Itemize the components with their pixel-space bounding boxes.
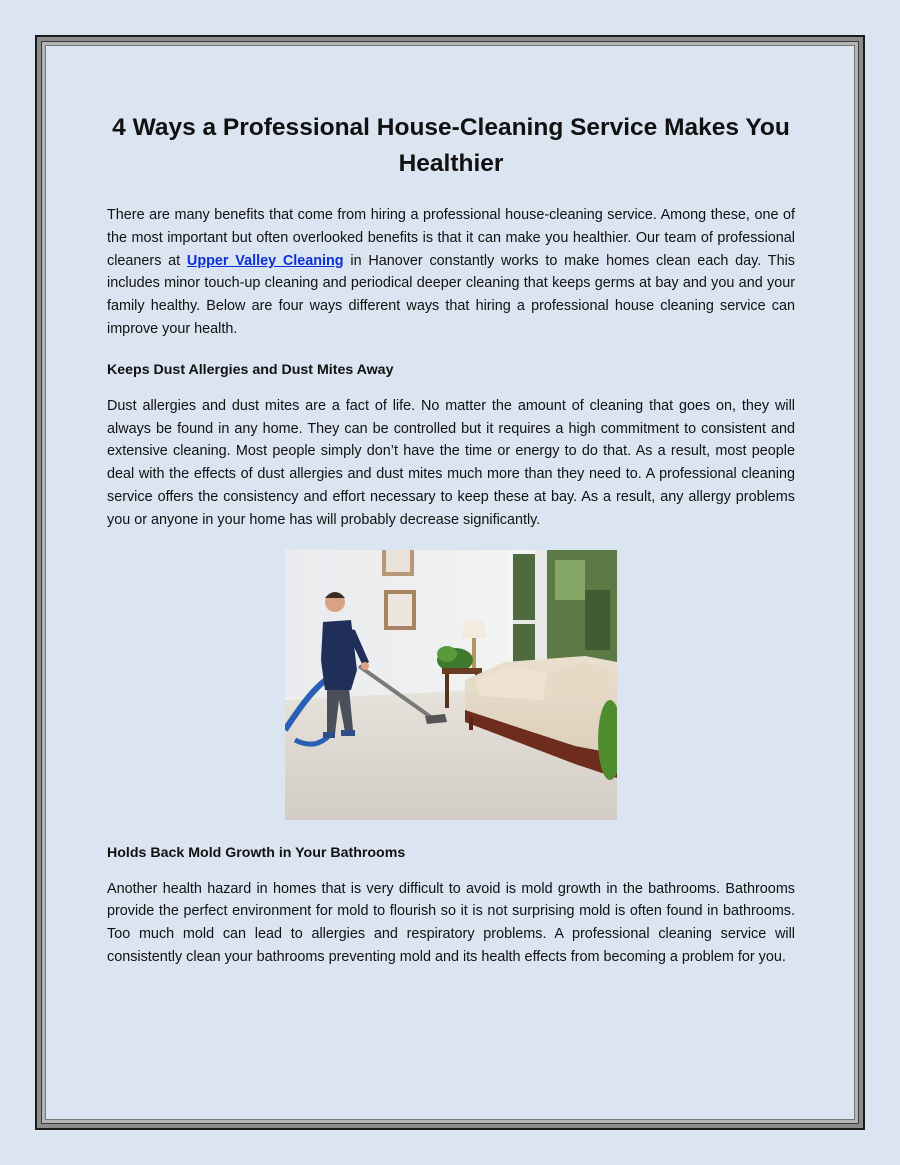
page-inner-border	[41, 41, 859, 1124]
intro-paragraph	[107, 204, 795, 341]
page	[45, 45, 855, 1120]
section-heading-mold: Holds Back Mold Growth in Your Bathrooms	[107, 844, 406, 861]
section-paragraph-mold: Another health hazard in homes that is very difficult to avoid is mold growth in the bathrooms. Bathrooms provide the perfect environment for mold to flourish so it is not surprising mold is often found in bathrooms. Too much mold can lead to allergies and respiratory problems. A professional cleaning service will consistently clean your bathrooms preventing mold and its health effects from becoming a problem for you.	[107, 880, 795, 965]
upper-valley-cleaning-link[interactable]: Upper Valley Cleaning	[186, 252, 344, 269]
document-content	[107, 110, 795, 987]
section-paragraph-dust: Dust allergies and dust mites are a fact of life. No matter the amount of cleaning that goes on, they will always be found in any home. They can be controlled but it requires a high commitment to consistent and extensive cleaning. Most people simply don’t have the time or energy to do that. As a result, most people deal with the effects of dust allergies and dust mites much more than they need to. A professional cleaning service offers the consistency and effort necessary to keep these at bay. As a result, any allergy problems you or anyone in your home has will probably decrease significantly.	[107, 397, 795, 528]
section-heading-dust: Keeps Dust Allergies and Dust Mites Away	[107, 361, 394, 378]
page-title: 4 Ways a Professional House-Cleaning Service Makes You Healthier	[112, 114, 790, 177]
page-frame	[35, 35, 865, 1130]
carpet-cleaning-photo	[285, 550, 617, 820]
intro-text-after-link: in Hanover constantly works to make homes clean each day. This includes minor touch-up cleaning and periodical deeper cleaning that keeps germs at bay and you and your family healthy. Below are four ways different ways that hiring a professional house cleaning service can improve your health.	[107, 252, 795, 337]
intro-text-before-link: There are many benefits that come from hiring a professional house-cleaning service. Among these, one of the most important but often overlooked benefits is that it can make you healthier. Our team of professional cleaners at	[107, 207, 795, 269]
